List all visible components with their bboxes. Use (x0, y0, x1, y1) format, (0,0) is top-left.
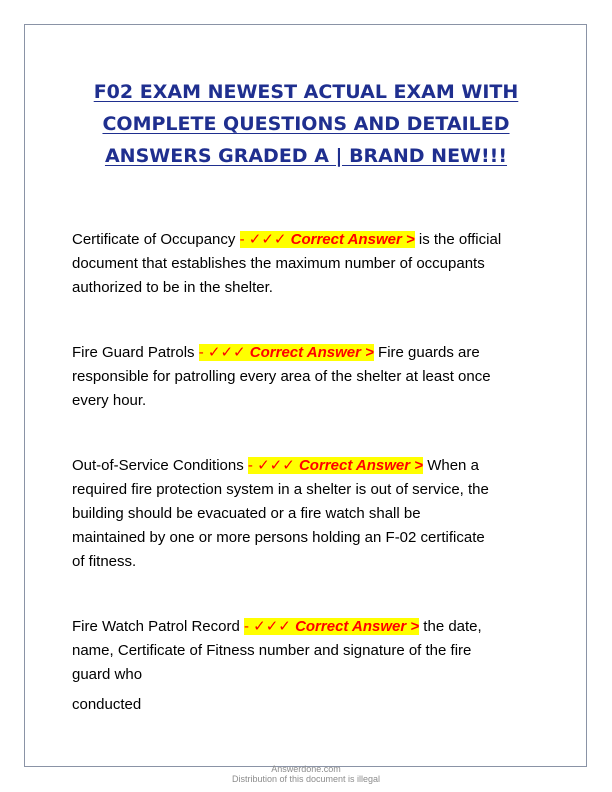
footer-site: Answerdone.com (271, 764, 341, 774)
footer-notice: Distribution of this document is illegal (231, 774, 381, 784)
answer-text: maintained by one or more persons holding an F-02 certificate (72, 529, 485, 546)
answer-text: When a (423, 457, 479, 474)
answer-text: required fire protection system in a shelter is out of service, the (72, 481, 489, 498)
answer-text: building should be evacuated or a fire watch shall be (72, 505, 421, 522)
trailing-text: conducted (72, 696, 142, 713)
correct-answer-marker: - ✓✓✓ Correct Answer > (239, 231, 415, 248)
answer-text: name, Certificate of Fitness number and signature of the fire (72, 642, 472, 659)
answer-text: responsible for patrolling every area of the shelter at least once (72, 368, 491, 385)
answer-text: every hour. (72, 392, 147, 409)
answer-text: is the official (414, 231, 502, 248)
answer-text: guard who (72, 666, 143, 683)
qa-item-fire-watch-patrol-record (72, 615, 552, 687)
checkmarks-icon: ✓✓✓ (248, 231, 287, 248)
answer-text: authorized to be in the shelter. (72, 279, 273, 296)
correct-answer-marker: - ✓✓✓ Correct Answer > (247, 457, 424, 474)
qa-item-out-of-service-conditions (72, 454, 552, 574)
checkmarks-icon: ✓✓✓ (253, 618, 291, 635)
question-term: Out-of-Service Conditions (72, 457, 248, 474)
title-line-3: ANSWERS GRADED A | BRAND NEW!!! (104, 145, 508, 167)
question-term: Fire Guard Patrols (72, 344, 199, 361)
title-line-1: F02 EXAM NEWEST ACTUAL EXAM WITH (93, 81, 519, 103)
checkmarks-icon: ✓✓✓ (207, 344, 246, 361)
correct-answer-marker: - ✓✓✓ Correct Answer > (244, 618, 420, 635)
qa-item-fire-guard-patrols (72, 341, 552, 413)
answer-text: Fire guards are (373, 344, 480, 361)
answer-text: document that establishes the maximum number of occupants (72, 255, 485, 272)
document-title (60, 76, 552, 172)
answer-text: of fitness. (72, 553, 137, 570)
title-line-2: COMPLETE QUESTIONS AND DETAILED (102, 113, 510, 135)
correct-answer-marker: - ✓✓✓ Correct Answer > (198, 344, 374, 361)
question-term: Fire Watch Patrol Record (72, 618, 244, 635)
checkmarks-icon: ✓✓✓ (257, 457, 295, 474)
qa-item-certificate-of-occupancy (72, 228, 552, 300)
question-term: Certificate of Occupancy (72, 231, 240, 248)
answer-text: the date, (419, 618, 482, 635)
